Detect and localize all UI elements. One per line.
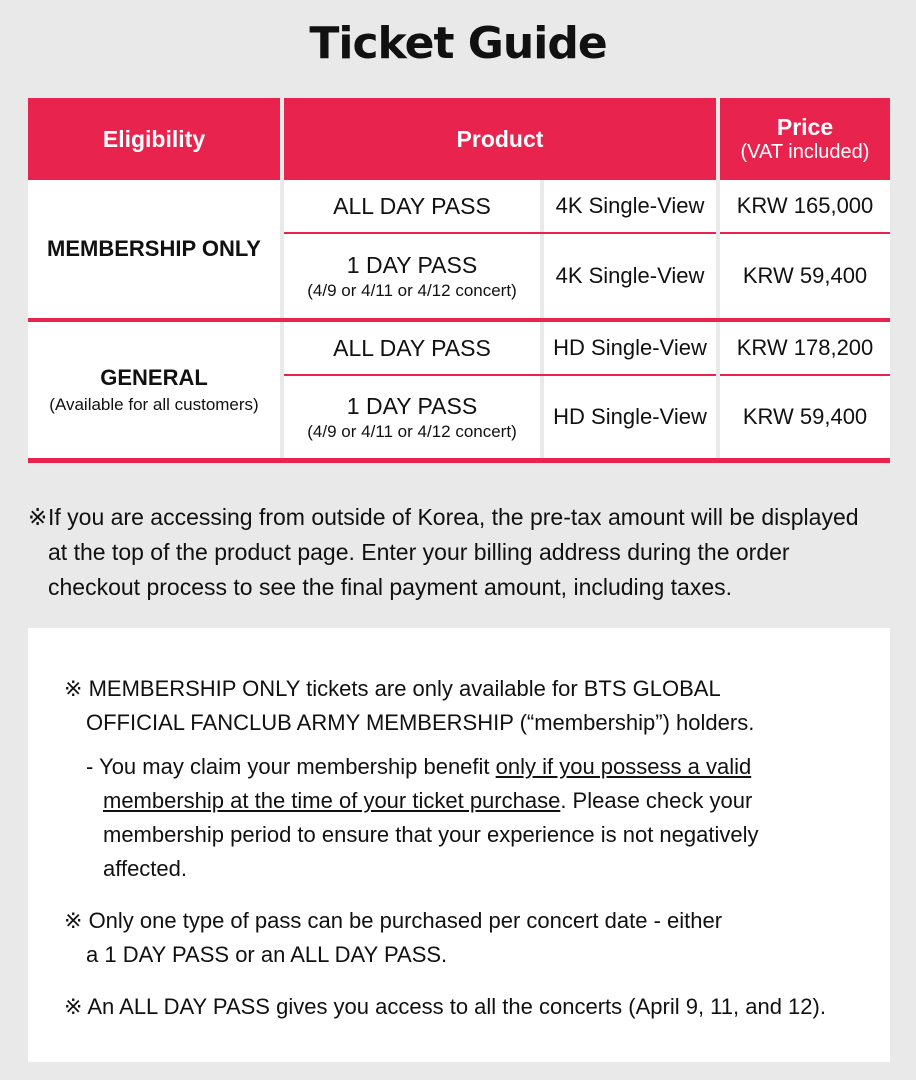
price-value: KRW 165,000 bbox=[736, 193, 874, 218]
terms-text: OFFICIAL FANCLUB ARMY MEMBERSHIP (“membership”) holders. bbox=[86, 710, 755, 735]
view-cell bbox=[544, 322, 716, 374]
price-cell bbox=[720, 234, 890, 318]
reference-mark: ※ bbox=[64, 908, 83, 933]
eligibility-membership bbox=[28, 180, 280, 318]
terms-item bbox=[64, 672, 721, 706]
pass-dates: (4/9 or 4/11 or 4/12 concert) bbox=[307, 280, 517, 300]
header-price-sublabel: (VAT included) bbox=[740, 141, 870, 163]
pass-name: 1 DAY PASS bbox=[346, 392, 478, 419]
reference-mark: ※ bbox=[64, 676, 83, 701]
dash-mark: - bbox=[86, 754, 94, 779]
price-value: KRW 59,400 bbox=[742, 263, 868, 288]
price-cell bbox=[720, 180, 890, 232]
terms-text: membership period to ensure that your experience is not negatively bbox=[103, 822, 759, 847]
reference-mark: ※ bbox=[28, 504, 48, 530]
tax-note-text: at the top of the product page. Enter your billing address during the order bbox=[48, 539, 790, 565]
ticket-table bbox=[28, 98, 890, 464]
table-bottom-border bbox=[28, 458, 890, 463]
product-cell bbox=[284, 376, 540, 458]
product-cell bbox=[284, 180, 540, 232]
view-type: 4K Single-View bbox=[555, 193, 705, 218]
header-eligibility-label: Eligibility bbox=[102, 125, 206, 152]
row-divider bbox=[720, 374, 890, 376]
terms-item bbox=[64, 990, 826, 1024]
price-cell bbox=[720, 376, 890, 458]
underlined-condition: only if you possess a valid bbox=[495, 754, 752, 779]
price-value: KRW 178,200 bbox=[736, 335, 874, 360]
view-cell bbox=[544, 376, 716, 458]
reference-mark: ※ bbox=[64, 994, 83, 1019]
price-value: KRW 59,400 bbox=[742, 404, 868, 429]
page-title: Ticket Guide bbox=[309, 18, 607, 69]
terms-text: affected. bbox=[103, 856, 187, 881]
price-cell bbox=[720, 322, 890, 374]
terms-text: MEMBERSHIP ONLY tickets are only available for BTS GLOBAL bbox=[88, 676, 721, 701]
eligibility-general bbox=[28, 322, 280, 458]
header-price-label: Price bbox=[776, 114, 834, 140]
eligibility-label: GENERAL bbox=[100, 365, 208, 390]
tax-note bbox=[28, 500, 898, 605]
tax-note-line bbox=[28, 500, 898, 535]
tax-note-text: If you are accessing from outside of Korea, the pre-tax amount will be displayed bbox=[48, 504, 859, 530]
terms-text: a 1 DAY PASS or an ALL DAY PASS. bbox=[86, 942, 448, 967]
view-type: 4K Single-View bbox=[555, 263, 705, 288]
tax-note-text: checkout process to see the final payment amount, including taxes. bbox=[48, 574, 733, 600]
header-eligibility bbox=[28, 98, 280, 180]
row-divider bbox=[720, 232, 890, 234]
eligibility-sublabel: (Available for all customers) bbox=[49, 395, 259, 414]
underlined-condition: membership at the time of your ticket purchase bbox=[103, 788, 561, 813]
row-divider bbox=[284, 374, 716, 376]
terms-item bbox=[64, 904, 722, 938]
pass-name: 1 DAY PASS bbox=[346, 251, 478, 278]
view-type: HD Single-View bbox=[553, 404, 707, 429]
view-cell bbox=[544, 180, 716, 232]
pass-dates: (4/9 or 4/11 or 4/12 concert) bbox=[307, 421, 517, 441]
view-cell bbox=[544, 234, 716, 318]
terms-text: An ALL DAY PASS gives you access to all the concerts (April 9, 11, and 12). bbox=[87, 994, 826, 1019]
terms-box bbox=[28, 628, 890, 1062]
header-price bbox=[720, 98, 890, 180]
terms-subitem bbox=[86, 750, 751, 784]
terms-text: You may claim your membership benefit bbox=[99, 754, 496, 779]
product-cell bbox=[284, 234, 540, 318]
pass-name: ALL DAY PASS bbox=[333, 192, 491, 219]
eligibility-label: MEMBERSHIP ONLY bbox=[47, 236, 261, 261]
pass-name: ALL DAY PASS bbox=[333, 334, 491, 361]
row-divider bbox=[284, 232, 716, 234]
terms-text: . Please check your bbox=[560, 788, 753, 813]
header-product-label: Product bbox=[456, 125, 544, 152]
product-cell bbox=[284, 322, 540, 374]
view-type: HD Single-View bbox=[553, 335, 707, 360]
row-divider bbox=[28, 318, 890, 322]
terms-text bbox=[103, 784, 752, 818]
header-product bbox=[284, 98, 716, 180]
terms-text: Only one type of pass can be purchased per concert date - either bbox=[88, 908, 723, 933]
